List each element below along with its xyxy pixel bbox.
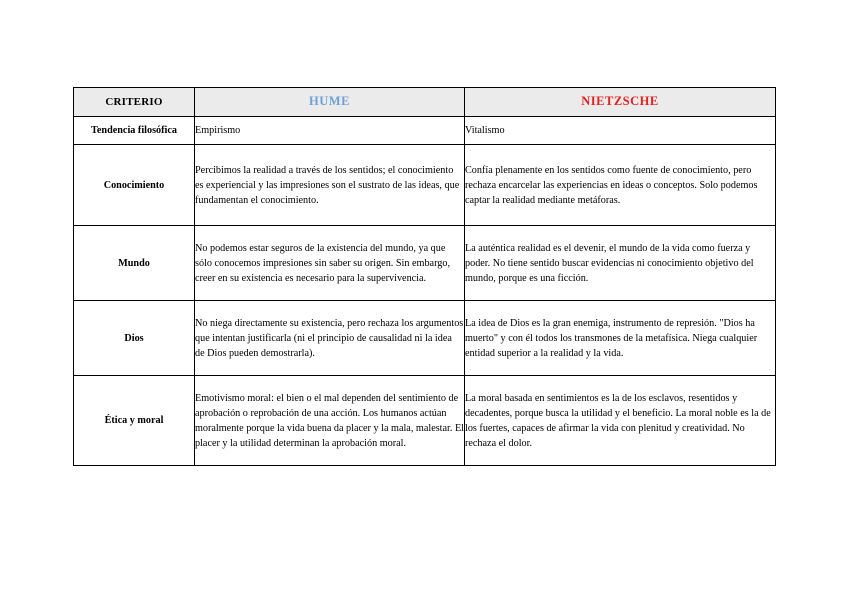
nietzsche-text: La idea de Dios es la gran enemiga, instrumento de represión. "Dios ha muerto" y con él todos los transmones de la metafísica. Niega cualquier entidad superior a la realidad y la vida. — [465, 317, 758, 359]
nietzsche-cell — [465, 301, 776, 376]
criterion-cell: Tendencia filosófica — [74, 117, 195, 145]
header-hume — [195, 88, 465, 117]
table-header-row — [74, 88, 776, 117]
nietzsche-cell — [465, 117, 776, 145]
nietzsche-cell — [465, 226, 776, 301]
criterion-cell: Conocimiento — [74, 145, 195, 226]
nietzsche-text: Vitalismo — [465, 125, 505, 136]
hume-text: No podemos estar seguros de la existencia del mundo, ya que sólo conocemos impresiones sin saber su origen. Sin embargo, creer en su existencia es necesario para la supervivencia. — [195, 242, 451, 284]
hume-cell — [195, 117, 465, 145]
nietzsche-text: La moral basada en sentimientos es la de los esclavos, resentidos y decadentes, porque busca la utilidad y el beneficio. La moral noble es la de los fuertes, capaces de afirmar la vida con plenitud y creatividad. No rechaza el dolor. — [465, 392, 771, 449]
hume-text: Percibimos la realidad a través de los sentidos; el conocimiento es experiencial y las impresiones son el sustrato de las ideas, que fundamentan el conocimiento. — [195, 164, 460, 206]
hume-text: No niega directamente su existencia, pero rechaza los argumentos que intentan justificarla (ni el principio de causalidad ni la idea de Dios pueden demostrarla). — [195, 317, 464, 359]
nietzsche-text: La auténtica realidad es el devenir, el mundo de la vida como fuerza y poder. No tiene sentido buscar evidencias ni conocimiento objetivo del mundo, porque es una ficción. — [465, 242, 754, 284]
comparison-table — [73, 87, 776, 466]
hume-text: Emotivismo moral: el bien o el mal dependen del sentimiento de aprobación o reprobación de una acción. Los humanos actúan moralmente porque la vida buena da placer y la mala, malestar. El placer y la utilidad determinan la aprobación moral. — [195, 392, 465, 449]
table-row — [74, 117, 776, 145]
criterion-cell: Ética y moral — [74, 376, 195, 466]
table-row — [74, 226, 776, 301]
header-nietzsche-label: NIETZSCHE — [581, 94, 659, 108]
header-hume-label: HUME — [309, 94, 350, 108]
hume-cell — [195, 376, 465, 466]
hume-cell — [195, 301, 465, 376]
header-criterio-label: CRITERIO — [105, 95, 163, 108]
table-row — [74, 145, 776, 226]
hume-cell — [195, 145, 465, 226]
header-nietzsche — [465, 88, 776, 117]
table-row — [74, 301, 776, 376]
hume-cell — [195, 226, 465, 301]
hume-text: Empirismo — [195, 125, 241, 136]
table-row — [74, 376, 776, 466]
nietzsche-text: Confía plenamente en los sentidos como fuente de conocimiento, pero rechaza encarcelar las experiencias en ideas o conceptos. Solo podemos captar la realidad mediante metáforas. — [465, 164, 758, 206]
nietzsche-cell — [465, 376, 776, 466]
criterion-cell: Dios — [74, 301, 195, 376]
nietzsche-cell — [465, 145, 776, 226]
header-criterio — [74, 88, 195, 117]
criterion-cell: Mundo — [74, 226, 195, 301]
